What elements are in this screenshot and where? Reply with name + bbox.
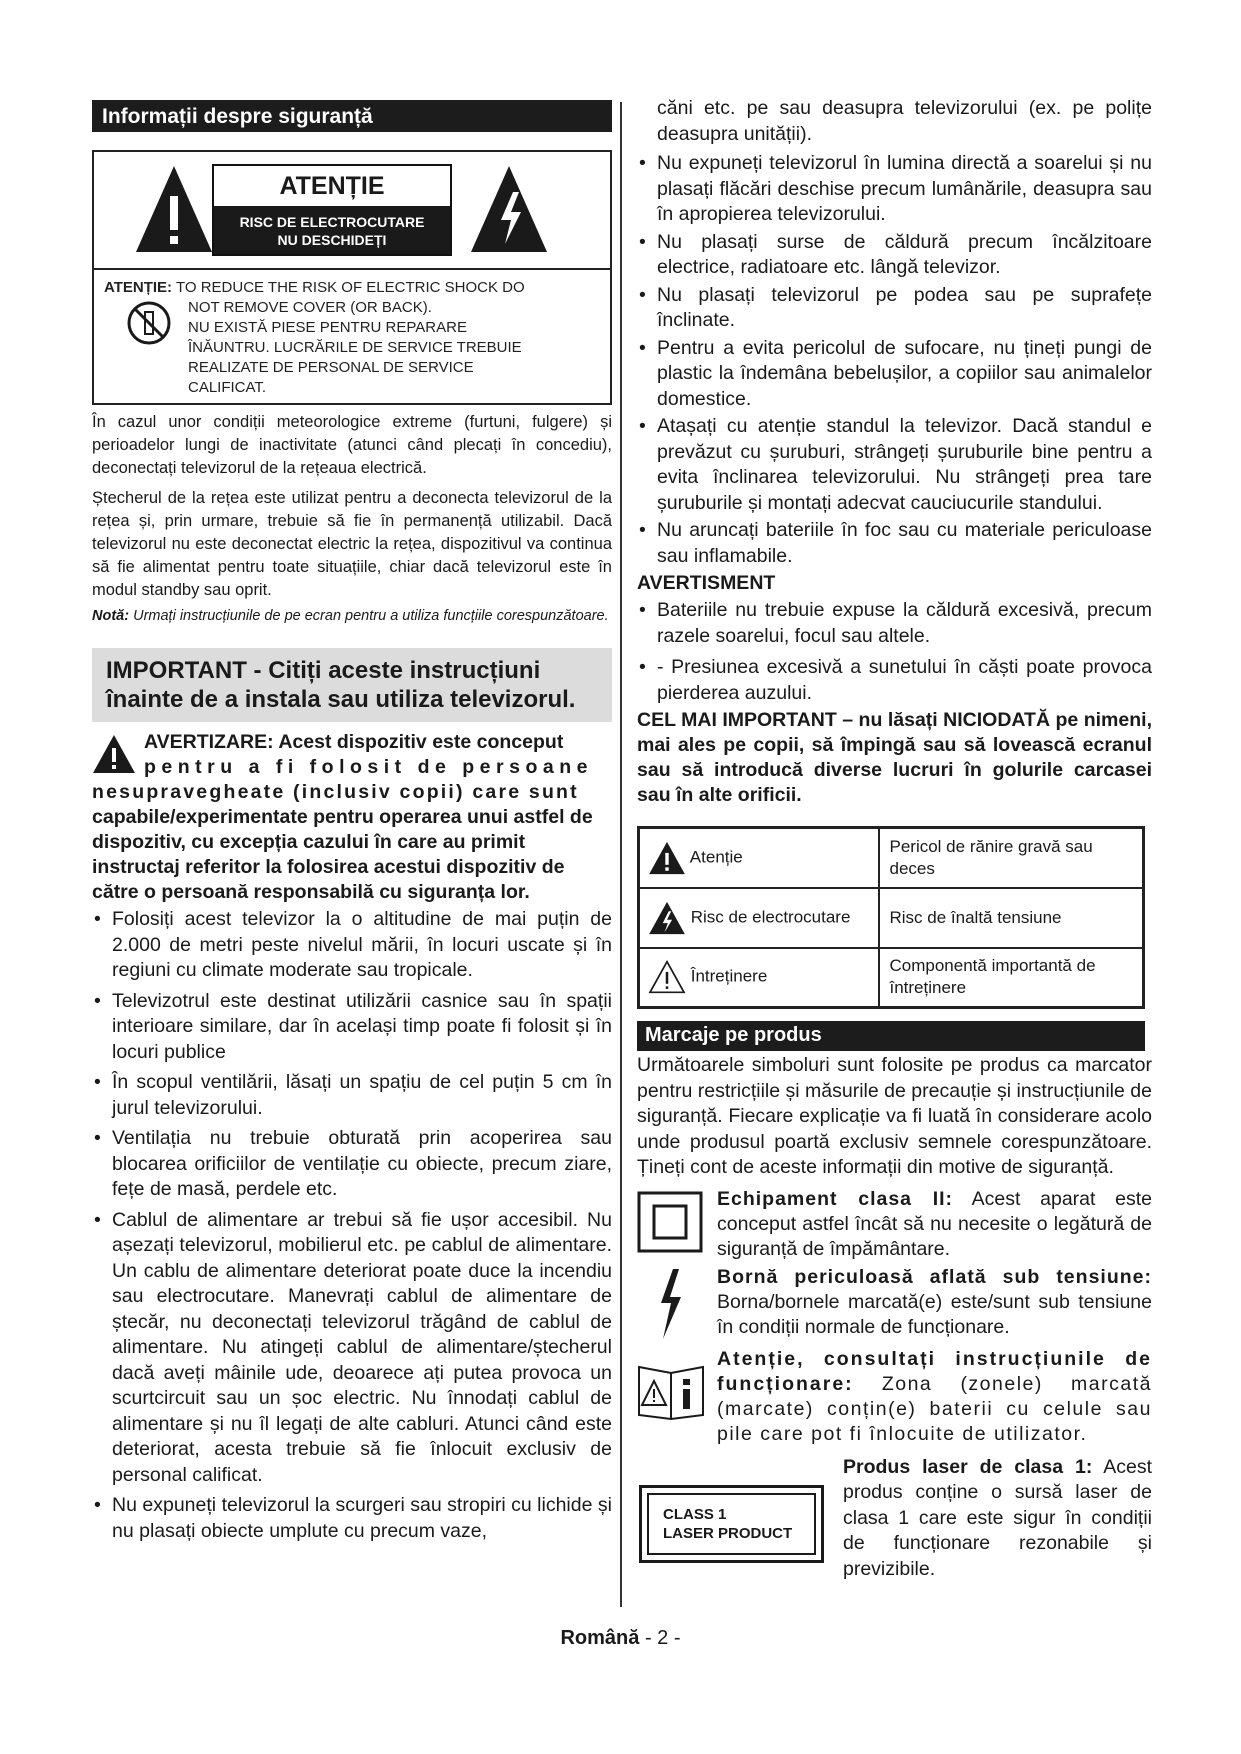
list-item: • În scopul ventilării, lăsați un spațiu de cel puțin 5 cm în jurul televizorului.	[92, 1070, 612, 1121]
markings-intro: Următoarele simboluri sunt folosite pe produs ca marcator pentru restricțiile și măsurile de precauție și instrucțiunile de siguranță. Fiecare explicație va fi luată în considerare acolo unde produsul poartă exclusiv semnele corespunzătoare. Țineți cont de aceste informații din motive de siguranță.	[637, 1054, 1152, 1178]
table-cell-symbol	[639, 948, 879, 1008]
marking-title: Echipament clasa II:	[717, 1187, 954, 1210]
list-item: • Nu plasați televizorul pe podea sau pe suprafețe înclinate.	[637, 283, 1152, 334]
caution-title: ATENȚIE	[214, 166, 450, 206]
marking-consult-text	[717, 1347, 1152, 1447]
note-label: Notă:	[92, 608, 130, 624]
paragraph-weather: În cazul unor condiții meteorologice extreme (furtuni, fulgere) și perioadelor lungi de inactivitate (atunci când plecați în concediu), deconectați televizorul de la rețeaua electrică.	[92, 413, 612, 477]
caution-outline-icon	[648, 960, 686, 994]
marking-title: Atenție, consultați instrucțiunile de funcționare:	[717, 1347, 1152, 1395]
list-item: • Ventilația nu trebuie obturată prin acoperirea sau blocarea orificiilor de ventilație cu obiecte, precum ziare, fețe de masă, perdele etc.	[92, 1126, 612, 1203]
paragraph-plug: Ștecherul de la rețea este utilizat pentru a deconecta televizorul de la rețea și, prin urmare, trebuie să fie în permanență utilizabil. Dacă televizorul nu este deconectat electric la rețea, dispozitivul va continua să fie alimentat pentru toate situațiile, chiar dacă televizorul este în modul standby sau oprit.	[92, 489, 612, 599]
warning-line-a: AVERTIZARE: Acest dispozitiv este conceput	[144, 731, 564, 753]
caution-box	[92, 150, 612, 405]
marking-laser	[637, 1455, 1152, 1585]
laser-label-box	[639, 1485, 824, 1563]
table-label: Risc de electrocutare	[690, 906, 851, 926]
list-item: • Nu expuneți televizorul la scurgeri sau stropiri cu lichide și nu plasați obiecte umplute cu precum vaze,	[92, 1493, 612, 1544]
list-item: • Televizotrul este destinat utilizării casnice sau în spații interioare similare, dar în același timp poate fi folosit și în locuri publice	[92, 989, 612, 1066]
footer-language: Română	[560, 1627, 640, 1649]
laser-line1: CLASS 1	[663, 1505, 727, 1523]
table-desc: Pericol de rănire gravă sau deces	[879, 828, 1144, 888]
continued-text: căni etc. pe sau deasupra televizorului (ex. pe polițe deasupra unității).	[657, 97, 1152, 145]
right-bullet-list-2	[637, 598, 1152, 706]
list-item: • Nu plasați surse de căldură precum încălzitoare electrice, radiatoare etc. lângă televizor.	[637, 230, 1152, 281]
lightning-bolt-icon	[655, 1267, 685, 1341]
warning-triangle-icon	[648, 841, 686, 875]
list-item: • - Presiunea excesivă a sunetului în căști poate provoca pierderea auzului.	[637, 655, 1152, 706]
exclamation-triangle-icon	[134, 164, 214, 254]
important-banner: IMPORTANT - Citiți aceste instrucțiuni înainte de a instala sau utiliza televizorul.	[92, 648, 612, 722]
marking-desc: Zona (zonele) marcată (marcate) conțin(e) baterii cu celule sau pile care pot fi înlocuite de utilizator.	[717, 1372, 1152, 1445]
marking-desc: Acest aparat este conceput astfel încât să nu necesite o legătură de siguranță de împământare.	[717, 1187, 1152, 1260]
left-bullet-list	[92, 907, 612, 1544]
caution-text-label: ATENȚIE:	[104, 279, 173, 296]
caution-sub2: NU DESCHIDEȚI	[277, 232, 387, 248]
left-column	[92, 100, 612, 1544]
table-label: Întreținere	[690, 966, 768, 986]
caution-line5: REALIZATE DE PERSONAL DE SERVICE	[188, 359, 474, 376]
caution-text	[104, 278, 525, 398]
list-item: • Cablul de alimentare ar trebui să fie ușor accesibil. Nu așezați televizorul, mobilierul etc. pe cablul de alimentare. Un cablu de alimentare deteriorat poate duce la incendiu sau electrocutare. Manevrați cablul de alimentare de ștecăr, nu deconectați televizorul trăgând de cablul de alimentare. Nu atingeți cablul de alimentare/ștecherul dacă aveți mâinile ude, deoarece ați putea provoca un scurtcircuit sau un șoc electric. Nu înnodați cablul de alimentare și nu îl legați de alte cabluri. Atunci când este deteriorat, acesta trebuie să fie înlocuit exclusiv de personal calificat.	[92, 1208, 612, 1489]
marking-desc: Acest produs conține o sursă laser de clasa 1 care este sigur în condiții de funcționare rezonabile și previzibile.	[843, 1455, 1152, 1580]
marking-desc: Borna/bornele marcată(e) este/sunt sub tensiune în condiții normale de funcționare.	[717, 1290, 1152, 1338]
table-row	[639, 828, 1144, 888]
laser-label-inner	[647, 1493, 816, 1555]
page-number: - 2 -	[639, 1627, 681, 1649]
list-item: • Bateriile nu trebuie expuse la căldură excesivă, precum razele soarelui, focul sau altele.	[637, 598, 1152, 649]
laser-line2: LASER PRODUCT	[663, 1524, 793, 1542]
list-item: • Pentru a evita pericolul de sufocare, nu țineți pungi de plastic la îndemâna bebelușilor, a copiilor sau animalelor domestice.	[637, 336, 1152, 413]
section-header-markings: Marcaje pe produs	[637, 1021, 1145, 1051]
note-text: Urmați instrucțiunile de pe ecran pentru a utiliza funcțiile corespunzătoare.	[129, 608, 609, 624]
marking-class2-text	[717, 1187, 1152, 1262]
symbols-table	[637, 826, 1145, 1009]
caution-subtitle	[214, 206, 450, 254]
lightning-triangle-icon	[469, 164, 549, 254]
list-item: • Folosiți acest televizor la o altitudine de mai puțin de 2.000 de metri peste nivelul mării, în locuri uscate și în regiuni cu climate moderate sau tropicale.	[92, 907, 612, 984]
double-square-icon	[637, 1191, 703, 1253]
most-important-text: CEL MAI IMPORTANT – nu lăsați NICIODATĂ pe nimeni, mai ales pe copii, să împingă sau să lovească ecranul sau să introducă diverse lucruri în golurile carcasei sau în alte orificii.	[637, 709, 1152, 806]
section-header-safety: Informații despre siguranță	[92, 100, 612, 132]
page-footer	[0, 1627, 1241, 1650]
no-disassemble-icon	[126, 300, 172, 346]
table-row	[639, 948, 1144, 1008]
warning-triangle-icon	[92, 734, 136, 774]
warning-line-c: nesupravegheate (inclusiv copii) care sunt	[92, 781, 579, 803]
caution-top	[94, 152, 610, 270]
table-cell-symbol	[639, 888, 879, 948]
marking-live-text	[717, 1265, 1152, 1340]
caution-line3: NU EXISTĂ PIESE PENTRU REPARARE	[188, 319, 467, 336]
caution-line4: ÎNĂUNTRU. LUCRĂRILE DE SERVICE TREBUIE	[188, 339, 522, 356]
avertisment-heading: AVERTISMENT	[637, 572, 776, 594]
marking-title: Produs laser de clasa 1:	[843, 1455, 1093, 1478]
list-item: • Nu expuneți televizorul în lumina directă a soarelui și nu plasați flăcări deschise precum lumânările, deasupra sau în apropierea televizorului.	[637, 151, 1152, 228]
list-item: • Nu aruncați bateriile în foc sau cu materiale periculoase sau inflamabile.	[637, 518, 1152, 569]
right-column	[637, 97, 1152, 1585]
marking-live-terminal	[637, 1265, 1152, 1345]
list-item: • Atașați cu atenție standul la televizor. Dacă standul e prevăzut cu șuruburi, strângeți șuruburile bine pentru a evita înclinarea televizorului. Nu strângeți prea tare șuruburile și montați adecvat cauciucurile standului.	[637, 414, 1152, 516]
table-desc: Componentă importantă de întreținere	[879, 948, 1144, 1008]
warning-first-lines	[92, 730, 612, 780]
caution-line1: TO REDUCE THE RISK OF ELECTRIC SHOCK DO	[175, 279, 525, 296]
note	[92, 606, 612, 626]
consult-manual-icon	[637, 1359, 705, 1421]
marking-class2	[637, 1187, 1152, 1261]
caution-sub1: RISC DE ELECTROCUTARE	[239, 214, 425, 230]
marking-laser-text	[843, 1455, 1152, 1583]
warning-line-d: capabile/experimentate pentru operarea unui astfel de dispozitiv, cu excepția cazului în care au primit instructaj referitor la folosirea acestui dispozitiv de către o persoană responsabilă cu siguranța lor.	[92, 806, 593, 903]
table-label: Atenție	[689, 847, 743, 867]
warning-line-b: pentru a fi folosit de persoane	[144, 756, 593, 778]
marking-consult-instructions	[637, 1347, 1152, 1451]
table-desc: Risc de înaltă tensiune	[879, 888, 1144, 948]
table-row	[639, 888, 1144, 948]
marking-title: Bornă periculoasă aflată sub tensiune:	[717, 1265, 1152, 1288]
lightning-triangle-icon	[648, 901, 686, 935]
warning-paragraph	[92, 730, 612, 905]
column-divider	[620, 102, 622, 1607]
caution-line6: CALIFICAT.	[188, 379, 267, 396]
right-bullet-list	[637, 151, 1152, 569]
caution-label-box	[212, 164, 452, 256]
caution-line2: NOT REMOVE COVER (OR BACK).	[188, 299, 432, 316]
table-cell-symbol	[639, 828, 879, 888]
